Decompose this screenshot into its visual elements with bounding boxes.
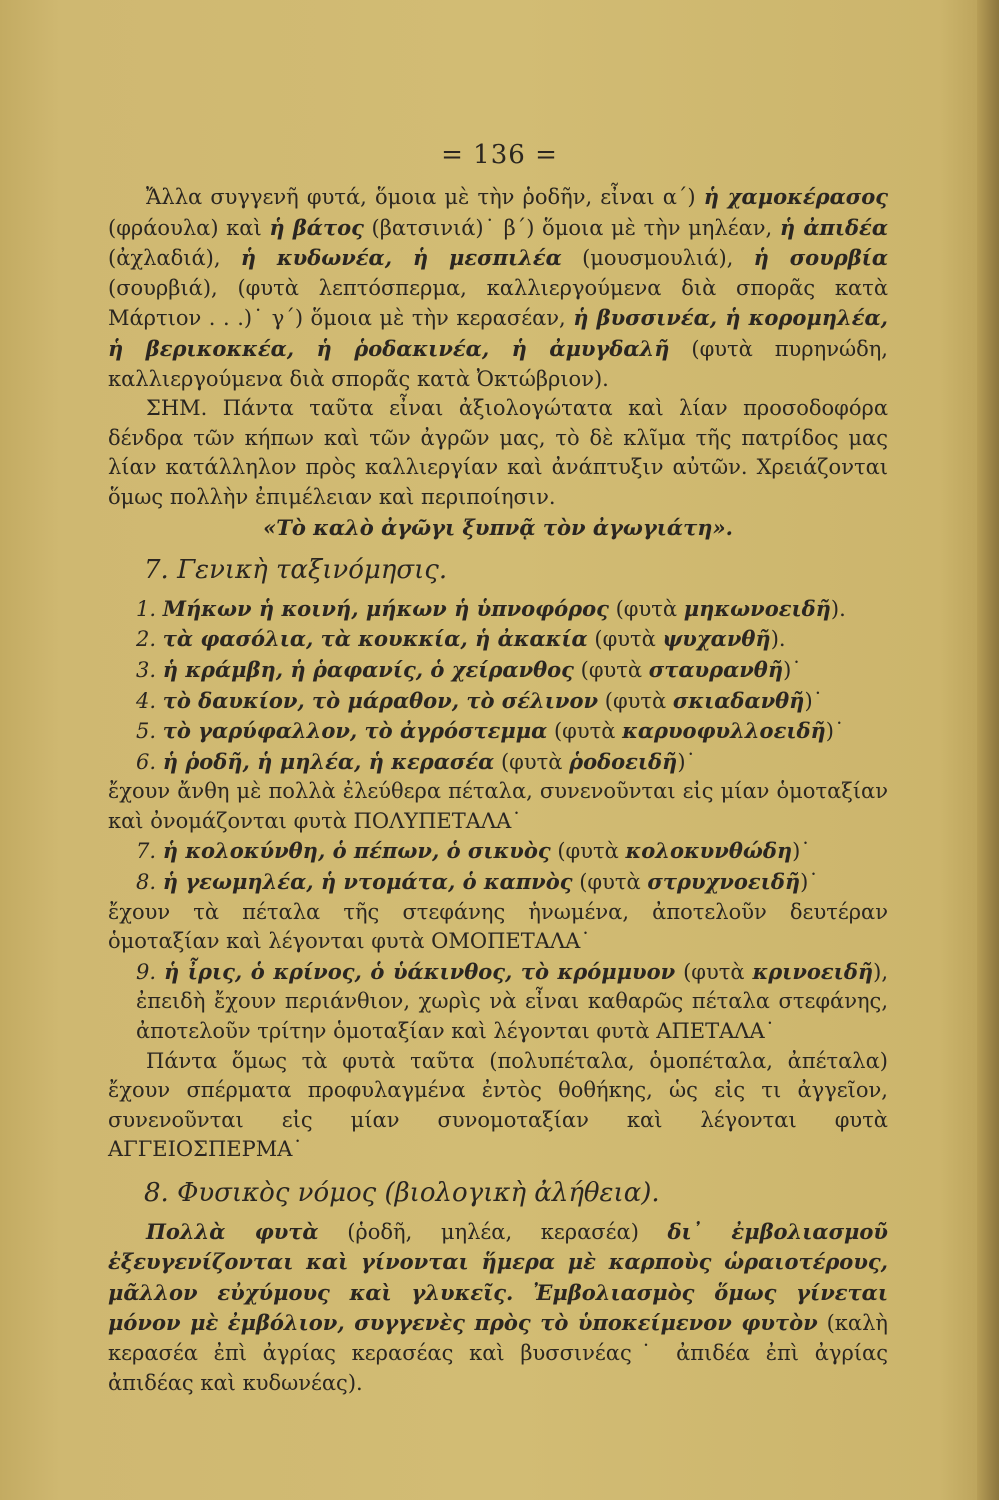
plant-name: ἡ χαμοκέρασος [703,184,888,209]
note-paragraph: ΣΗΜ. Πάντα ταῦτα εἶναι ἀξιολογώτατα καὶ λίαν προσοδοφόρα δένδρα τῶν κήπων καὶ τῶν ἀγρῶν μας, τὸ δὲ κλῖμα τῆς πατρίδος μας λίαν κατάλληλον πρὸς καλλιεργίαν καὶ ἀνάπτυξιν αὐτῶν. Χρειάζονται ὅμως πολλὴν ἐπιμέλειαν καὶ περιποίησιν. [108,396,888,509]
text: (φράουλα) καὶ [108,215,270,240]
list-item-9: 9. ἡ ἶρις, ὁ κρίνος, ὁ ὑάκινθος, τὸ κρόμμυον (φυτὰ κρινοειδῆ), ἐπειδὴ ἔχουν περιάνθιον, χωρὶς νὰ εἶναι καθαρῶς πέταλα στεφάνης, ἀποτελοῦν τρίτην ὁμοταξίαν καὶ λέγονται φυτὰ ΑΠΕΤΑΛΑ˙ [136,958,888,1044]
list-item: 4. τὸ δαυκίον, τὸ μάραθον, τὸ σέλινον (φυτὰ σκιαδανθῆ)˙ [136,687,824,713]
section-7-heading: 7. Γενικὴ ταξινόμησις. [144,555,448,586]
plant-name: ἡ κυδωνέα, ἡ μεσπιλέα [240,245,562,271]
list-item: 5. τὸ γαρύφαλλον, τὸ ἀγρόστεμμα (φυτὰ καρυοφυλλοειδῆ)˙ [136,718,845,744]
list-item: 3. ἡ κράμβη, ἡ ῥαφανίς, ὁ χείρανθος (φυτὰ σταυρανθῆ)˙ [136,656,802,682]
plant-name: ἡ ἀπιδέα [779,214,888,240]
text: (φυτὰ πυρηνώδη, καλλιεργούμενα διὰ σπορᾶς κατὰ Ὀκτώβριον). [108,336,888,391]
paragraph-related-plants [108,182,888,394]
grafting-paragraph: Πολλὰ φυτὰ (ῥοδῆ, μηλέα, κερασέα) δι᾽ ἐμβολιασμοῦ ἐξευγενίζονται καὶ γίνονται ἥμερα μὲ καρποὺς ὡραιοτέρους, μᾶλλον εὐχύμους καὶ γλυκεῖς. Ἐμβολιασμὸς ὅμως γίνεται μόνον μὲ ἐμβόλιον, συγγενὲς πρὸς τὸ ὑποκείμενον φυτὸν (καλὴ κερασέα ἐπὶ ἀγρίας κερασέας καὶ βυσσινέας˙ ἀπιδέα ἐπὶ ἀγρίας ἀπιδέας καὶ κυδωνέας). [108,1218,888,1395]
plant-name: ἡ σουρβία [753,245,888,271]
text: Ἄλλα συγγενῆ φυτά, ὅμοια μὲ τὴν ῥοδῆν, εἶναι α΄) [146,185,704,209]
section-8-heading: 8. Φυσικὸς νόμος (βιολογικὴ ἀλήθεια). [144,1178,660,1208]
plant-name: ἡ βυσσινέα, ἡ κορομηλέα, ἡ βερικοκκέα, ἡ ῥοδακινέα, ἡ ἀμυγδαλῆ [108,305,888,361]
group-omopetala: ἔχουν τὰ πέταλα τῆς στεφάνης ἡνωμένα, ἀποτελοῦν δευτέραν ὁμοταξίαν καὶ λέγονται φυτὰ ΟΜΟΠΕΤΑΛΑ˙ [108,899,888,954]
angiosperm-paragraph: Πάντα ὅμως τὰ φυτὰ ταῦτα (πολυπέταλα, ὁμοπέταλα, ἀπέταλα) ἔχουν σπέρματα προφυλαγμένα ἐντὸς θοθήκης, ὡς εἰς τι ἀγγεῖον, συνενοῦνται εἰς μίαν συνομοταξίαν καὶ λέγονται φυτὰ ΑΓΓΕΙΟΣΠΕΡΜΑ˙ [108,1048,888,1162]
group-polypetala: ἔχουν ἄνθη μὲ πολλὰ ἐλεύθερα πέταλα, συνενοῦνται εἰς μίαν ὁμοταξίαν καὶ ὀνομάζονται φυτὰ ΠΟΛΥΠΕΤΑΛΑ˙ [108,779,888,833]
classification-list-1 [108,594,888,778]
list-item: 8. ἡ γεωμηλέα, ἡ ντομάτα, ὁ καπνὸς (φυτὰ στρυχνοειδῆ)˙ [136,869,819,895]
text: (σουρβιά), (φυτὰ λεπτόσπερμα, καλλιεργούμενα διὰ σπορᾶς κατὰ Μάρτιον . . .)˙ γ΄) ὅμοια μὲ τὴν κερασέαν, [108,275,888,331]
page-edge [977,0,999,1500]
page-content [108,182,888,1398]
proverb: «Τὸ καλὸ ἀγῶγι ξυπνᾷ τὸν ἀγωγιάτη». [263,514,733,540]
list-item: 6. ἡ ῥοδῆ, ἡ μηλέα, ἡ κερασέα (φυτὰ ῥοδοειδῆ)˙ [136,748,697,774]
list-item: 2. τὰ φασόλια, τὰ κουκκία, ἡ ἀκακία (φυτὰ ψυχανθῆ). [136,626,786,652]
classification-list-2 [108,836,888,897]
page-number: = 136 = [441,140,558,170]
text: (ἀχλαδιά), [108,246,241,271]
plant-name: ἡ βάτος [269,214,364,240]
text: (βατσινιά)˙ β΄) ὅμοια μὲ τὴν μηλέαν, [363,215,780,240]
list-item: 1. Μήκων ἡ κοινή, μήκων ἡ ὑπνοφόρος (φυτὰ μηκωνοειδῆ). [136,595,846,621]
list-item: 7. ἡ κολοκύνθη, ὁ πέπων, ὁ σικυὸς (φυτὰ κολοκυνθώδη)˙ [136,838,811,864]
text: (μουσμουλιά), [561,246,754,271]
